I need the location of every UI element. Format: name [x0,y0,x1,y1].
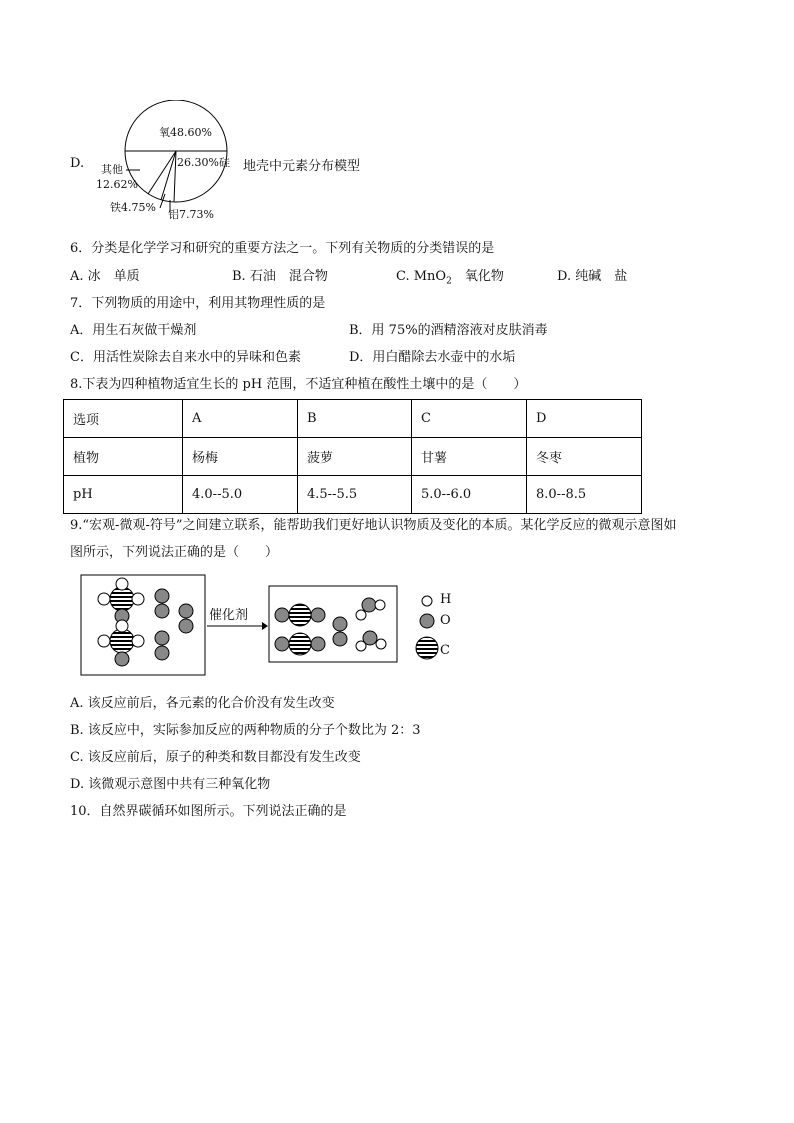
table-cell: A [183,400,298,438]
q6-option-c-subscript: 2 [446,276,452,287]
oxygen-atom [311,637,325,651]
hydrogen-atom [376,639,386,649]
hydrogen-atom [116,620,128,632]
oxygen-atom [179,619,193,633]
q6-option-c [396,265,504,287]
question-7-stem: 7．下列物质的用途中，利用其物理性质的是 [70,296,326,311]
q9-option-d: D. 该微观示意图中共有三种氧化物 [70,777,271,792]
q6-option-c-tail: 氧化物 [451,269,504,284]
oxygen-atom [179,604,193,618]
slice-label-other: 其他 [101,163,123,176]
q9-option-c: C. 该反应前后，原子的种类和数目都没有发生改变 [70,750,361,765]
oxygen-atom [275,608,289,622]
question-9-stem-line-2: 图所示，下列说法正确的是（ ） [70,545,279,560]
table-cell: D [527,400,642,438]
q6-option-b: B. 石油 混合物 [232,269,328,284]
legend-label-oxygen: O [440,613,451,628]
option-letter-d: D. [70,156,85,171]
q9-option-a: A. 该反应前后，各元素的化合价没有发生改变 [70,696,335,711]
q7-option-d: D．用白醋除去水壶中的水垢 [349,350,516,365]
hydrogen-atom [356,641,366,651]
table-cell: 4.5--5.5 [298,476,412,514]
oxygen-atom [362,598,376,612]
legend-label-hydrogen: H [440,592,452,607]
slice-label-oxygen: 氧48.60% [159,126,212,139]
oxygen-atom [155,646,169,660]
slice-label-aluminum: 铝7.73% [168,208,214,221]
oxygen-atom [155,604,169,618]
table-cell: 菠萝 [298,438,412,476]
pie-caption: 地壳中元素分布模型 [243,159,361,174]
table-cell: 选项 [64,400,183,438]
legend-label-carbon: C [440,643,450,658]
hydrogen-atom [116,578,128,590]
table-row [64,476,642,514]
table-row [64,438,642,476]
oxygen-atom [155,631,169,645]
slice-label-iron: 铁4.75% [110,201,156,214]
legend-carbon-symbol [416,637,438,659]
catalyst-label: 催化剂 [209,608,249,623]
table-cell: 5.0--6.0 [412,476,527,514]
oxygen-atom [115,652,129,666]
table-cell: 杨梅 [183,438,298,476]
q7-option-c: C．用活性炭除去自来水中的异味和色素 [70,350,301,365]
legend-oxygen-symbol [420,614,434,628]
carbon-atom [289,633,311,655]
hydrogen-atom [98,635,110,647]
q7-option-b: B．用 75%的酒精溶液对皮肤消毒 [349,323,548,338]
oxygen-atom [155,589,169,603]
hydrogen-atom [132,593,144,605]
ph-range-table [63,399,642,514]
oxygen-atom [333,617,347,631]
q6-option-d: D. 纯碱 盐 [557,269,628,284]
question-6-stem: 6．分类是化学学习和研究的重要方法之一。下列有关物质的分类错误的是 [70,241,495,256]
q9-option-b: B. 该反应中，实际参加反应的两种物质的分子个数比为 2：3 [70,723,421,738]
question-9-stem-line-1: 9.“宏观-微观-符号”之间建立联系，能帮助我们更好地认识物质及变化的本质。某化学反应的微观示意图如 [70,518,677,533]
table-cell: 8.0--8.5 [527,476,642,514]
legend-hydrogen-symbol [422,596,432,606]
carbon-atom [110,629,134,653]
table-cell: pH [64,476,183,514]
table-cell: B [298,400,412,438]
table-cell: 4.0--5.0 [183,476,298,514]
q7-option-a: A．用生石灰做干燥剂 [70,323,197,338]
carbon-atom [110,587,134,611]
table-cell: C [412,400,527,438]
oxygen-atom [275,637,289,651]
oxygen-atom [333,632,347,646]
q6-option-c-text: C. MnO [396,269,447,284]
q6-option-a: A. 冰 单质 [70,269,140,284]
slice-label-other-value: 12.62% [96,178,138,191]
slice-label-silicon: 26.30%硅 [177,156,230,169]
table-row [64,400,642,438]
hydrogen-atom [375,600,385,610]
question-10-stem: 10．自然界碳循环如图所示。下列说法正确的是 [70,804,347,819]
hydrogen-atom [356,610,366,620]
hydrogen-atom [132,635,144,647]
table-cell: 冬枣 [527,438,642,476]
reaction-micro-diagram [80,572,480,680]
hydrogen-atom [98,593,110,605]
reaction-arrow-head [262,622,268,630]
oxygen-atom [311,608,325,622]
carbon-atom [289,604,311,626]
question-8-stem: 8.下表为四种植物适宜生长的 pH 范围，不适宜种植在酸性土壤中的是（ ） [70,377,527,392]
table-cell: 甘薯 [412,438,527,476]
table-cell: 植物 [64,438,183,476]
